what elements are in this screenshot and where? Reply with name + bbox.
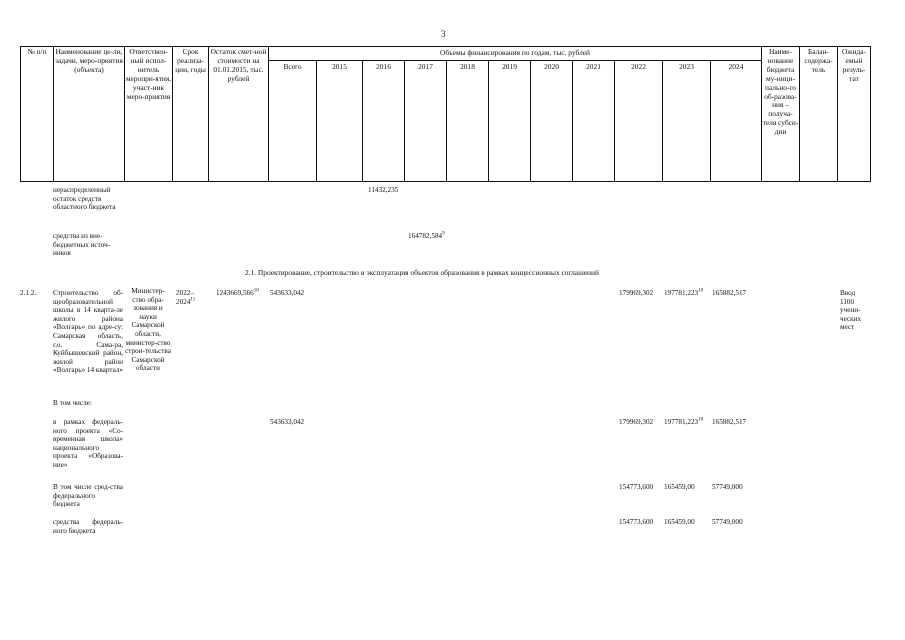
total: 543633,042 — [270, 418, 305, 426]
header-volumes: Объемы финансирования по годам, тыс. рублей — [439, 48, 590, 57]
value-2023: 197781,223$^{10}$ — [664, 288, 704, 297]
sub-row-label: в рамках федераль-ного проекта «Со-временная школа» национального проекта «Образова-ние» — [53, 418, 123, 469]
header-municipality: Наиме-нование бюджета му-ници-пально-го об-разова-ния – получа-теля субси-дии — [762, 47, 799, 137]
value-2022: 179969,302 — [619, 289, 654, 297]
header-num: № п/п — [27, 47, 47, 56]
term: 2022–2024$^{11}$ — [176, 289, 196, 306]
header-holder: Балан-содержа-тель — [804, 47, 833, 74]
section-title: 2.1. Проектирование, строительство и эксплуатация объектов образования в рамках концессионных соглашений — [245, 268, 599, 277]
header-year-2022: 2022 — [631, 62, 646, 71]
header-year-2024: 2024 — [728, 62, 744, 71]
value-2024: 57749,000 — [712, 483, 743, 491]
value-2024: 165882,517 — [712, 418, 747, 426]
header-year-2017: 2017 — [418, 62, 433, 71]
value-2022: 179969,302 — [619, 418, 654, 426]
header-year-2016: 2016 — [376, 62, 391, 71]
remainder: 1243669,566$^{10}$ — [216, 288, 259, 297]
value-2024: 165882,517 — [712, 289, 747, 297]
header-year-2020: 2020 — [544, 62, 559, 71]
header-year-2015: 2015 — [332, 62, 347, 71]
pre-row-label: нераспределенный остаток средств областного бюджета — [53, 186, 116, 212]
header-year-total: Всего — [283, 62, 302, 71]
sub-row-label: В том числе: — [53, 399, 92, 407]
pre-row-label: средства из вне-бюджетных источ-ников — [53, 232, 111, 258]
value-2023: 165459,00 — [664, 518, 695, 526]
expected-result: Ввод 1100 учени-ческих мест — [840, 289, 862, 332]
header-year-2021: 2021 — [586, 62, 601, 71]
header-result: Ожида-емый резуль-тат — [842, 47, 866, 83]
pre-row-value: 164782,584$^9$ — [408, 231, 445, 240]
header-year-2018: 2018 — [460, 62, 475, 71]
header-year-2023: 2023 — [679, 62, 694, 71]
header-name: Наименование це-ли, задачи, меро-приятия (объекта) — [55, 47, 123, 74]
object-name: Строительство об-щеобразовательной школы в 14 кварта-ле жилого района «Волгарь» по адре-су: Самарская область, г.о. Сама-ра, Куйбышевский район, жилой район «Волгарь» 14 квартал» — [53, 289, 124, 375]
value-2023: 165459,00 — [664, 483, 695, 491]
value-2022: 154773,600 — [619, 483, 654, 491]
total: 543633,042 — [270, 289, 305, 297]
header-executor: Ответствен-ный испол-нитель меропри-ятия, участ-ник меро-приятия — [125, 47, 172, 101]
row-number: 2.1.2. — [20, 289, 37, 297]
sub-row-label: В том числе сред-ства федерального бюджета — [53, 483, 123, 509]
sub-row-label: средства федераль-ного бюджета — [53, 518, 123, 535]
value-2023: 197781,223$^{10}$ — [664, 417, 704, 426]
header-remainder: Остаток смет-ной стоимости на 01.01.2015, тыс. рублей — [210, 47, 267, 83]
value-2022: 154773,600 — [619, 518, 654, 526]
value-2024: 57749,000 — [712, 518, 743, 526]
header-term: Срок реализа-ции, годы — [175, 47, 206, 74]
page-number: 3 — [441, 29, 446, 39]
executor: Министер-ство обра-зования и науки Самарской области, министер-ство строи-тельства Самарской области — [125, 287, 171, 373]
header-year-2019: 2019 — [502, 62, 517, 71]
pre-row-value: 11432,235 — [368, 186, 399, 194]
